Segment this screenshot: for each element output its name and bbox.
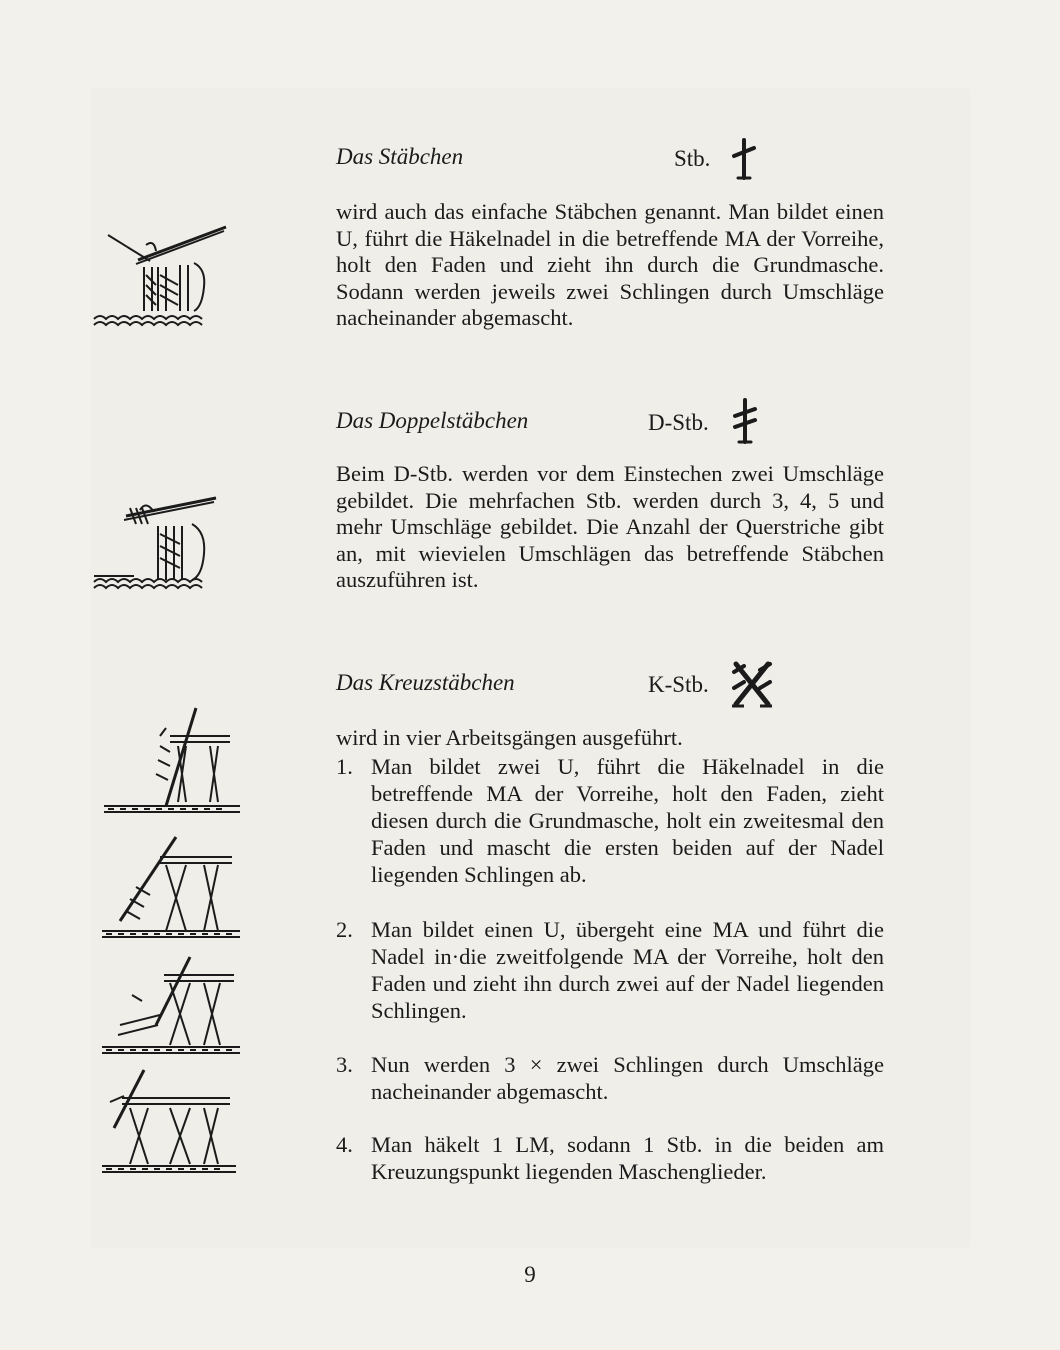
treble-crochet-symbol-icon [728, 134, 758, 182]
step-number: 2. [336, 917, 353, 942]
step-item [336, 753, 884, 888]
step-item [336, 1131, 884, 1185]
step-text: Nun werden 3 × zwei Schlingen durch Umschläge nacheinander abgemascht. [371, 1052, 884, 1104]
page-number: 9 [524, 1262, 536, 1287]
section-intro-kreuzstaebchen: wird in vier Arbeitsgängen ausgeführt. [336, 725, 683, 750]
step-text: Man bildet einen U, übergeht eine MA und führt die Nadel in·die zweitfolgende MA der Vorreihe, holt den Faden und zieht ihn durch zwei auf der Nadel liegenden Schlingen. [371, 917, 884, 1023]
crossed-treble-step1-illustration-icon [100, 706, 240, 816]
section-abbr-kreuzstaebchen: K-Stb. [648, 672, 709, 697]
crossed-treble-step2-illustration-icon [100, 835, 240, 945]
double-treble-crochet-symbol-icon [730, 396, 760, 446]
step-item [336, 916, 884, 1024]
section-abbr-doppelstaebchen: D-Stb. [648, 410, 709, 435]
section-heading-doppelstaebchen: Das Doppelstäbchen [336, 408, 529, 433]
section-heading-kreuzstaebchen: Das Kreuzstäbchen [336, 670, 515, 695]
section-abbr-staebchen: Stb. [674, 146, 711, 171]
step-text: Man bildet zwei U, führt die Häkelnadel in die betreffende MA der Vorreihe, holt den Faden, zieht diesen durch die Grundmasche, holt ein zweitesmal den Faden und mascht die ersten beiden auf der Nadel liegenden Schlingen ab. [371, 754, 884, 887]
section-text-staebchen: wird auch das einfache Stäbchen genannt. Man bildet einen U, führt die Häkelnadel in die betreffende MA der Vorreihe, holt den Faden und zieht ihn durch die Grundmasche. Sodann werden jeweils zwei Schlingen durch Umschläge nacheinander abgemascht. [336, 199, 884, 330]
step-number: 3. [336, 1052, 353, 1077]
crossed-treble-step3-illustration-icon [100, 955, 240, 1060]
step-number: 1. [336, 754, 353, 779]
crossed-treble-crochet-symbol-icon [730, 660, 774, 708]
crossed-treble-step4-illustration-icon [100, 1068, 240, 1178]
double-treble-crochet-illustration-icon [88, 490, 228, 605]
section-text-doppelstaebchen: Beim D-Stb. werden vor dem Einstechen zwei Umschläge gebildet. Die mehrfachen Stb. werden durch 3, 4, 5 und mehr Umschläge gebildet. Die Anzahl der Querstriche gibt an, mit wievielen Umschlägen das betreffende Stäbchen auszuführen ist. [336, 461, 884, 592]
step-number: 4. [336, 1132, 353, 1157]
section-heading-staebchen: Das Stäbchen [336, 144, 464, 169]
treble-crochet-illustration-icon [88, 215, 228, 330]
step-item [336, 1051, 884, 1105]
step-text: Man häkelt 1 LM, sodann 1 Stb. in die beiden am Kreuzungspunkt liegenden Maschenglieder. [371, 1132, 884, 1184]
